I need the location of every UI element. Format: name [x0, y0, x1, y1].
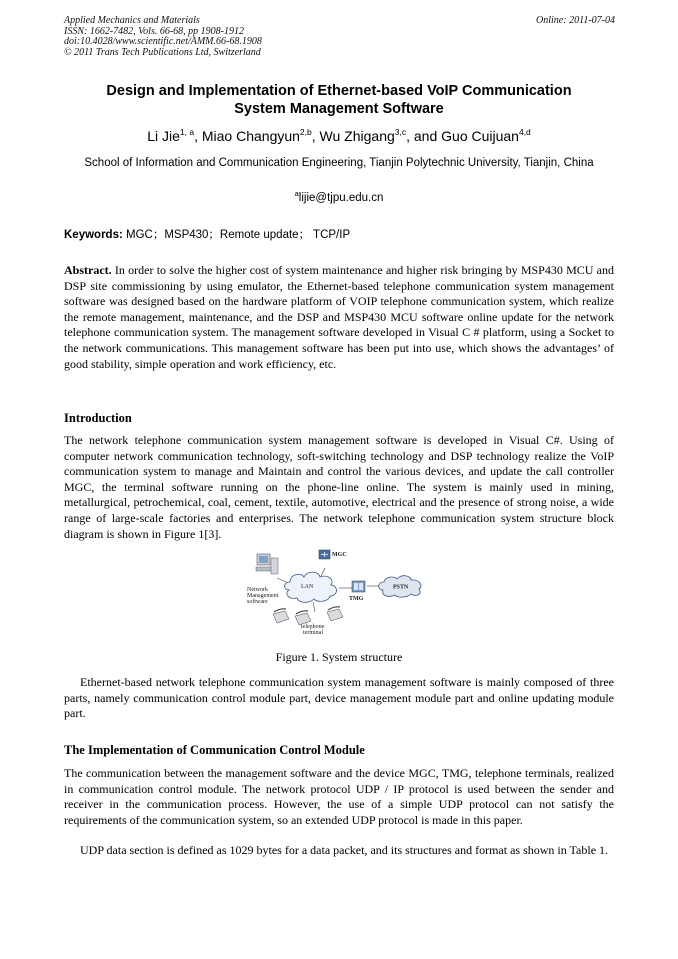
section-heading-introduction: Introduction [64, 411, 132, 425]
abstract-text: In order to solve the higher cost of system maintenance and higher risk bringing by MSP430 MCU and DSP site commissioning by using emulator, the Ethernet-based telephone communication system management software was designed based on the hardware platform of VOIP telephone communication system, which realize the remote management, maintenance, and the DSP and MSP430 MCU software online update for the network telephone communication system. The management software developed in Visual C # platform, using a Socket to the network communications. This management software has been put into use, which shows the advantages’ of good stability, simple operation and work efficiency, etc. [64, 263, 614, 371]
author-affil-mark: 2,b [299, 127, 312, 137]
section-heading-communication-control: The Implementation of Communication Control Module [64, 743, 365, 757]
author-name: Guo Cuijuan [441, 128, 519, 144]
link-mgc-lan [321, 568, 325, 576]
author-name: Wu Zhigang [319, 128, 395, 144]
system-structure-figure [243, 546, 433, 638]
lan-label: LAN [301, 584, 314, 590]
contact-email [64, 191, 614, 206]
title-line-1: Design and Implementation of Ethernet-based VoIP Communication [106, 83, 572, 99]
nms-label-line-1: Network [247, 587, 268, 593]
parts-paragraph: Ethernet-based network telephone communication system management software is mainly composed of three parts, namely communication control module part, device management module part and online updating module part. [64, 675, 614, 721]
tmg-label: TMG [349, 596, 364, 602]
section2-paragraph-2: UDP data section is defined as 1029 bytes for a data packet, and its structures and format as shown in Table 1. [80, 843, 609, 857]
journal-header [64, 16, 262, 58]
telephone-icon [273, 609, 289, 623]
author-separator: , [311, 128, 320, 144]
telephone-icon [295, 611, 311, 625]
paper-title [64, 82, 614, 118]
link-lan-phones [313, 602, 315, 612]
author-name: Miao Changyun [201, 128, 300, 144]
mgc-label: MGC [332, 552, 347, 558]
keywords [64, 228, 614, 243]
journal-copyright: © 2011 Trans Tech Publications Ltd, Switzerland [64, 46, 261, 58]
telephone-icon [327, 607, 343, 621]
intro-paragraph: The network telephone communication system management software is developed in Visual C#. Using of computer network communication technology, soft-switching technology and DSP technology realize the VoIP communication system to manage and Maintain and control the various devices, and update the call controller MGC, the terminal software running on the phone-line online. The system is mainly used in mining, metallurgical, petrochemical, coal, cement, textile, automotive, electrical and the presence of strong noise, a wide range of large-scale factories and enterprises. The network telephone communication system structure block diagram is shown in Figure 1[3]. [64, 433, 614, 541]
computer-icon [256, 554, 278, 574]
author-separator: , [194, 128, 202, 144]
email-address[interactable]: lijie@tjpu.edu.cn [298, 192, 384, 204]
journal-doi: doi:10.4028/www.scientific.net/AMM.66-68.1908 [64, 36, 262, 47]
journal-name: Applied Mechanics and Materials [64, 15, 200, 26]
nms-label-line-3: software [247, 599, 268, 605]
tmg-gateway-icon [352, 581, 365, 592]
terminal-label-line-1: telephone [301, 624, 325, 630]
title-line-2: System Management Software [234, 101, 444, 117]
keywords-label: Keywords: [64, 229, 123, 241]
author-affil-mark: 1, a [179, 127, 195, 137]
affiliation: School of Information and Communication Engineering, Tianjin Polytechnic University, Tianjin, China [84, 157, 594, 169]
terminal-label-line-2: terminal [303, 630, 323, 636]
abstract [64, 263, 614, 372]
figure-caption: Figure 1. System structure [275, 650, 403, 664]
nms-label-line-2: Management [247, 593, 279, 599]
author-list [64, 127, 614, 145]
author-affil-mark: 4,d [518, 127, 531, 137]
journal-issn: ISSN: 1662-7482, Vols. 66-68, pp 1908-1912 [64, 25, 244, 37]
author-affil-mark: 3,c [394, 127, 407, 137]
email-mark: a [294, 189, 299, 198]
pstn-label: PSTN [393, 584, 409, 591]
section2-paragraph-1: The communication between the management software and the device MGC, TMG, telephone terminals, realized in communication control module. The network protocol UDP / IP protocol is used between the sender and receiver in the communication process. However, the use of a simple UDP protocol can not satisfy the requirements of the communication system, so an extended UDP protocol is made in this paper. [64, 766, 614, 827]
keywords-text: MGC；MSP430；Remote update； TCP/IP [122, 229, 351, 241]
mgc-switch-icon [319, 550, 330, 559]
abstract-label: Abstract. [64, 263, 112, 277]
author-separator: , and [406, 128, 442, 144]
online-date: Online: 2011-07-04 [536, 15, 615, 26]
author-name: Li Jie [147, 128, 180, 144]
